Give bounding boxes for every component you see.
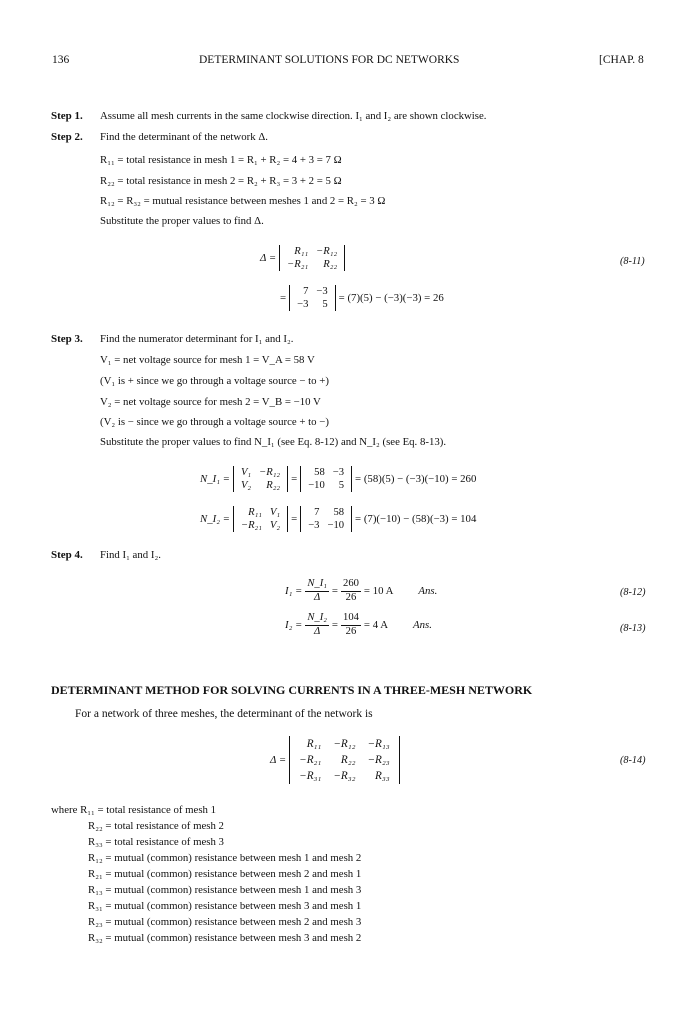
equals: = — [280, 292, 287, 305]
where-line: R₁₂ = mutual (common) resistance between mesh 1 and mesh 2 — [88, 852, 362, 864]
n2-numeric-determinant — [300, 506, 352, 532]
det-cell: −R₁₃ — [367, 738, 390, 750]
fraction-denominator: Δ — [314, 591, 321, 603]
det-cell: 58 — [333, 507, 345, 518]
det-cell: −3 — [297, 299, 309, 311]
det-cell: V₂ — [240, 480, 252, 492]
n1-equation — [200, 466, 479, 492]
step3-line: (V₁ is + since we go through a voltage source − to +) — [100, 375, 329, 387]
i2-numeric-fraction — [341, 612, 361, 638]
three-mesh-lhs: Δ = — [270, 754, 287, 766]
equals: = — [331, 619, 339, 632]
page-number: 136 — [52, 54, 70, 66]
step4-text: Find I₁ and I₂. — [100, 549, 161, 561]
step2-label: Step 2. — [51, 131, 83, 143]
equals: = — [291, 473, 298, 486]
running-title: DETERMINANT SOLUTIONS FOR DC NETWORKS — [199, 54, 460, 66]
fraction-denominator: 26 — [345, 625, 357, 637]
step3-text: Find the numerator determinant for I₁ and I₂. — [100, 333, 294, 345]
det-cell: 5 — [338, 480, 345, 492]
n2-lhs: N_I₂ = — [200, 513, 230, 526]
where-line: R₃₁ = mutual (common) resistance between mesh 3 and mesh 1 — [88, 900, 362, 912]
step3-line: V₁ = net voltage source for mesh 1 = V_A = 58 V — [100, 354, 315, 366]
step4-label: Step 4. — [51, 549, 83, 561]
det-cell: V₁ — [269, 507, 281, 518]
i1-numeric-fraction — [341, 578, 361, 604]
where-line: R₁₃ = mutual (common) resistance between mesh 1 and mesh 3 — [88, 884, 362, 896]
det-cell: −R₁₂ — [316, 246, 338, 257]
delta-equation — [260, 245, 348, 271]
i2-fraction — [305, 612, 329, 638]
equation-tag: (8-14) — [620, 755, 646, 766]
equation-tag: (8-11) — [620, 256, 645, 267]
n1-numeric-determinant — [300, 466, 352, 492]
where-line: R₂₂ = total resistance of mesh 2 — [88, 820, 224, 832]
det-cell: −R₂₃ — [367, 754, 390, 766]
where-first-line: where R₁₁ = total resistance of mesh 1 — [51, 804, 217, 816]
fraction-numerator: 104 — [341, 612, 361, 626]
step2-line: R₂₂ = total resistance in mesh 2 = R₂ + R₃ = 3 + 2 = 5 Ω — [100, 175, 342, 187]
det-cell: 7 — [314, 507, 320, 518]
step1-text: Assume all mesh currents in the same clockwise direction. I₁ and I₂ are shown clockwise. — [100, 110, 487, 122]
equals: = — [331, 585, 339, 598]
det-cell: −3 — [332, 467, 345, 478]
step1-label: Step 1. — [51, 110, 83, 122]
equals: = — [291, 513, 298, 526]
det-cell: −R₂₁ — [299, 754, 322, 766]
det-cell: −R₁₂ — [333, 738, 356, 750]
three-mesh-equation — [270, 736, 403, 784]
n2-result: = (7)(−10) − (58)(−3) = 104 — [355, 513, 477, 526]
answer-label: Ans. — [413, 619, 432, 632]
step2-line: R₁₂ = R₃₂ = mutual resistance between meshes 1 and 2 = R₂ = 3 Ω — [100, 195, 386, 207]
fraction-numerator: 260 — [341, 578, 361, 592]
fraction-numerator: N_I₂ — [305, 612, 329, 626]
det-cell: R₂₂ — [323, 259, 338, 271]
step3-line: (V₂ is − since we go through a voltage source + to −) — [100, 416, 329, 428]
three-mesh-determinant — [289, 736, 400, 784]
delta-result: = (7)(5) − (−3)(−3) = 26 — [338, 292, 444, 305]
equation-tag: (8-12) — [620, 587, 646, 598]
det-cell: −R₁₂ — [259, 467, 281, 478]
i2-lhs: I₂ = — [285, 619, 303, 632]
det-cell: −R₃₂ — [333, 770, 356, 782]
section-intro: For a network of three meshes, the determinant of the network is — [75, 708, 373, 720]
det-cell: V₁ — [240, 467, 252, 478]
det-cell: V₂ — [269, 520, 281, 532]
step2-text: Find the determinant of the network Δ. — [100, 131, 268, 143]
delta-numeric-determinant — [289, 285, 336, 311]
where-line: R₃₂ = mutual (common) resistance between mesh 3 and mesh 2 — [88, 932, 362, 944]
det-cell: R₁₁ — [248, 507, 262, 518]
delta-determinant — [279, 245, 345, 271]
det-cell: −10 — [308, 480, 325, 492]
where-line: R₂₃ = mutual (common) resistance between mesh 2 and mesh 3 — [88, 916, 362, 928]
delta-numeric — [280, 285, 447, 311]
det-cell: R₁₁ — [294, 246, 309, 257]
det-cell: −3 — [308, 520, 320, 532]
det-cell: −R₂₁ — [287, 259, 309, 271]
i1-equation — [285, 578, 440, 604]
det-cell: −3 — [316, 286, 328, 297]
det-cell: R₂₂ — [266, 480, 281, 492]
step2-line: Substitute the proper values to find Δ. — [100, 215, 264, 227]
n1-determinant — [233, 466, 288, 492]
equation-tag: (8-13) — [620, 623, 646, 634]
n1-result: = (58)(5) − (−3)(−10) = 260 — [355, 473, 477, 486]
det-cell: 5 — [322, 299, 328, 311]
det-cell: R₂₂ — [340, 754, 356, 766]
i1-fraction — [305, 578, 329, 604]
det-cell: R₃₃ — [375, 770, 390, 782]
det-cell: R₁₁ — [306, 738, 322, 750]
step2-line: R₁₁ = total resistance in mesh 1 = R₁ + R₂ = 4 + 3 = 7 Ω — [100, 154, 342, 166]
i1-lhs: I₁ = — [285, 585, 303, 598]
step3-line: Substitute the proper values to find N_I₁ (see Eq. 8-12) and N_I₂ (see Eq. 8-13). — [100, 436, 447, 448]
i1-result: = 10 A — [363, 585, 394, 598]
det-cell: −R₂₁ — [240, 520, 262, 532]
step3-label: Step 3. — [51, 333, 83, 345]
det-cell: 58 — [314, 467, 325, 478]
i2-result: = 4 A — [363, 619, 388, 632]
det-cell: −10 — [327, 520, 345, 532]
det-cell: −R₃₁ — [299, 770, 322, 782]
delta-lhs: Δ = — [260, 252, 277, 265]
n1-lhs: N_I₁ = — [200, 473, 230, 486]
step3-line: V₂ = net voltage source for mesh 2 = V_B = −10 V — [100, 396, 321, 408]
section-heading: DETERMINANT METHOD FOR SOLVING CURRENTS IN A THREE-MESH NETWORK — [51, 683, 533, 697]
det-cell: 7 — [303, 286, 309, 297]
fraction-denominator: Δ — [314, 625, 321, 637]
answer-label: Ans. — [418, 585, 438, 598]
i2-equation — [285, 612, 435, 638]
where-line: R₃₃ = total resistance of mesh 3 — [88, 836, 224, 848]
chapter-label: [CHAP. 8 — [599, 54, 644, 66]
where-line: R₂₁ = mutual (common) resistance between mesh 2 and mesh 1 — [88, 868, 362, 880]
fraction-numerator: N_I₁ — [305, 578, 329, 592]
fraction-denominator: 26 — [345, 591, 357, 603]
n2-determinant — [233, 506, 288, 532]
n2-equation — [200, 506, 479, 532]
